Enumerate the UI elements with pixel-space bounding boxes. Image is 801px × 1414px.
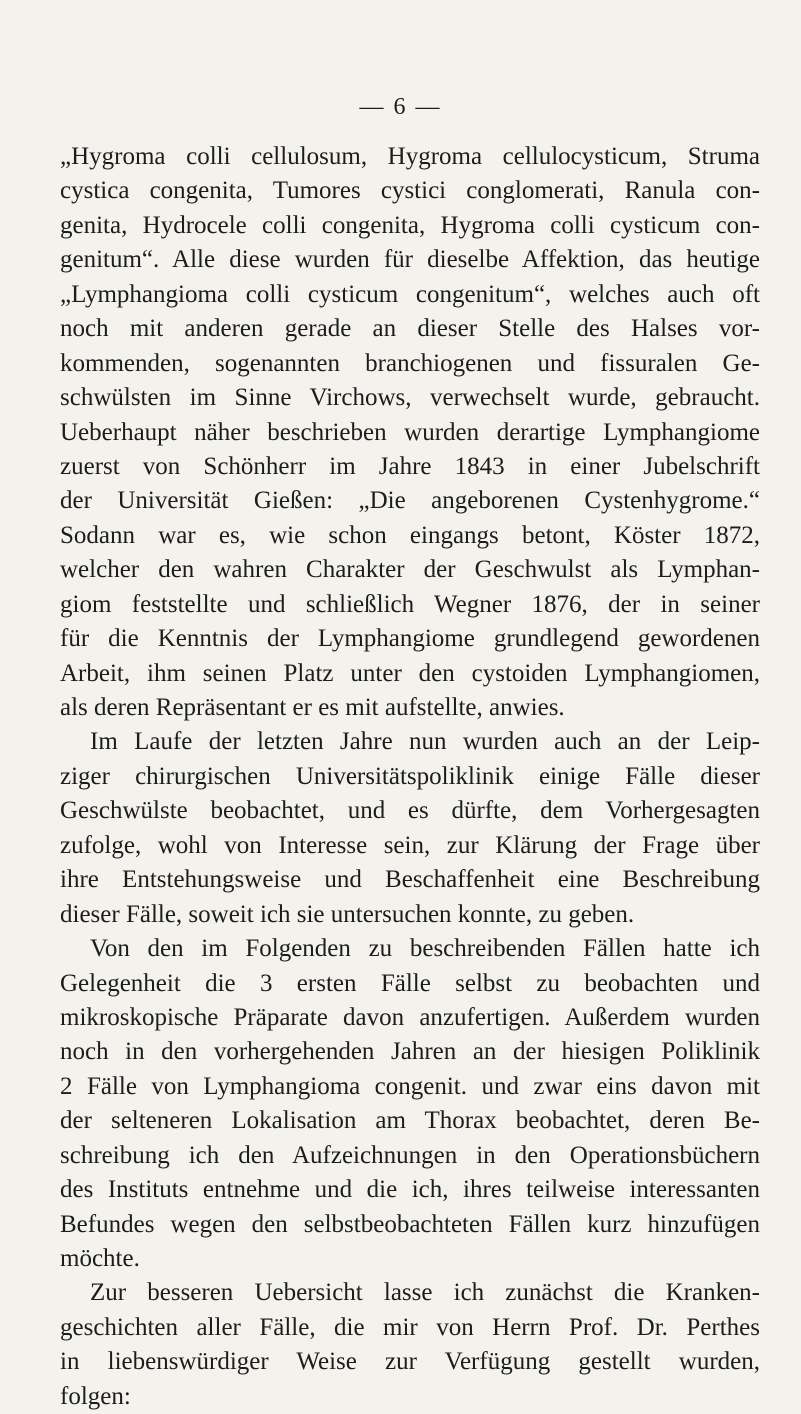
text-line: Zur besseren Uebersicht lasse ich zunächst die Kranken- <box>90 1279 760 1307</box>
text-line: cystica congenita, Tumores cystici conglomerati, Ranula con- <box>60 177 760 205</box>
text-line: noch in den vorhergehenden Jahren an der hiesigen Poliklinik <box>60 1038 760 1066</box>
text-line: ihre Entstehungsweise und Beschaffenheit eine Beschreibung <box>60 866 760 894</box>
paragraph-3 <box>60 932 760 1276</box>
text-line: „Lymphangioma colli cysticum congenitum“, welches auch oft <box>60 280 760 308</box>
text-line: des Instituts entnehme und die ich, ihres teilweise interessanten <box>60 1176 760 1204</box>
paragraph-1 <box>60 140 760 725</box>
text-line: genita, Hydrocele colli congenita, Hygroma colli cysticum con- <box>60 211 760 239</box>
text-line: schreibung ich den Aufzeichnungen in den Operationsbüchern <box>60 1141 760 1169</box>
text-line: Ueberhaupt näher beschrieben wurden derartige Lymphangiome <box>60 418 760 446</box>
text-line: welcher den wahren Charakter der Geschwulst als Lymphan- <box>60 556 760 584</box>
text-line: der Universität Gießen: „Die angeborenen Cystenhygrome.“ <box>60 487 760 515</box>
text-line: geschichten aller Fälle, die mir von Herrn Prof. Dr. Perthes <box>60 1313 760 1341</box>
text-line: „Hygroma colli cellulosum, Hygroma cellulocysticum, Struma <box>60 143 760 170</box>
paragraph-4 <box>60 1276 760 1414</box>
text-line: Sodann war es, wie schon eingangs betont, Köster 1872, <box>60 521 760 549</box>
text-line: möchte. <box>60 1245 140 1272</box>
text-line: folgen: <box>60 1382 131 1410</box>
text-line: ziger chirurgischen Universitätspoliklinik einige Fälle dieser <box>60 762 760 790</box>
text-line: Geschwülste beobachtet, und es dürfte, dem Vorhergesagten <box>60 797 760 825</box>
text-line: giom feststellte und schließlich Wegner 1876, der in seiner <box>60 590 760 618</box>
body-text <box>60 140 760 1414</box>
text-line: Arbeit, ihm seinen Platz unter den cystoiden Lymphangiomen, <box>60 659 760 687</box>
text-line: 2 Fälle von Lymphangioma congenit. und zwar eins davon mit <box>60 1072 760 1100</box>
text-line: mikroskopische Präparate davon anzufertigen. Außerdem wurden <box>60 1003 760 1031</box>
text-line: Von den im Folgenden zu beschreibenden Fällen hatte ich <box>90 935 760 963</box>
paragraph-2 <box>60 725 760 932</box>
text-line: Befundes wegen den selbstbeobachteten Fällen kurz hinzufügen <box>60 1210 760 1238</box>
text-line: noch mit anderen gerade an dieser Stelle des Halses vor- <box>60 315 760 343</box>
text-line: für die Kenntnis der Lymphangiome grundlegend gewordenen <box>60 625 760 653</box>
text-line: dieser Fälle, soweit ich sie untersuchen konnte, zu geben. <box>60 900 635 928</box>
text-line: schwülsten im Sinne Virchows, verwechselt wurde, gebraucht. <box>60 384 760 412</box>
text-line: zufolge, wohl von Interesse sein, zur Klärung der Frage über <box>60 831 760 859</box>
text-line: zuerst von Schönherr im Jahre 1843 in einer Jubelschrift <box>60 452 760 480</box>
text-line: der selteneren Lokalisation am Thorax beobachtet, deren Be- <box>60 1107 760 1135</box>
text-line: kommenden, sogenannten branchiogenen und fissuralen Ge- <box>60 349 760 377</box>
text-line: Gelegenheit die 3 ersten Fälle selbst zu beobachten und <box>60 969 760 997</box>
text-line: in liebenswürdiger Weise zur Verfügung gestellt wurden, <box>60 1348 760 1376</box>
text-line: Im Laufe der letzten Jahre nun wurden auch an der Leip- <box>90 728 760 756</box>
text-line: genitum“. Alle diese wurden für dieselbe Affektion, das heutige <box>60 246 760 274</box>
text-line: als deren Repräsentant er es mit aufstellte, anwies. <box>60 694 565 721</box>
page-number: — 6 — <box>359 94 442 120</box>
